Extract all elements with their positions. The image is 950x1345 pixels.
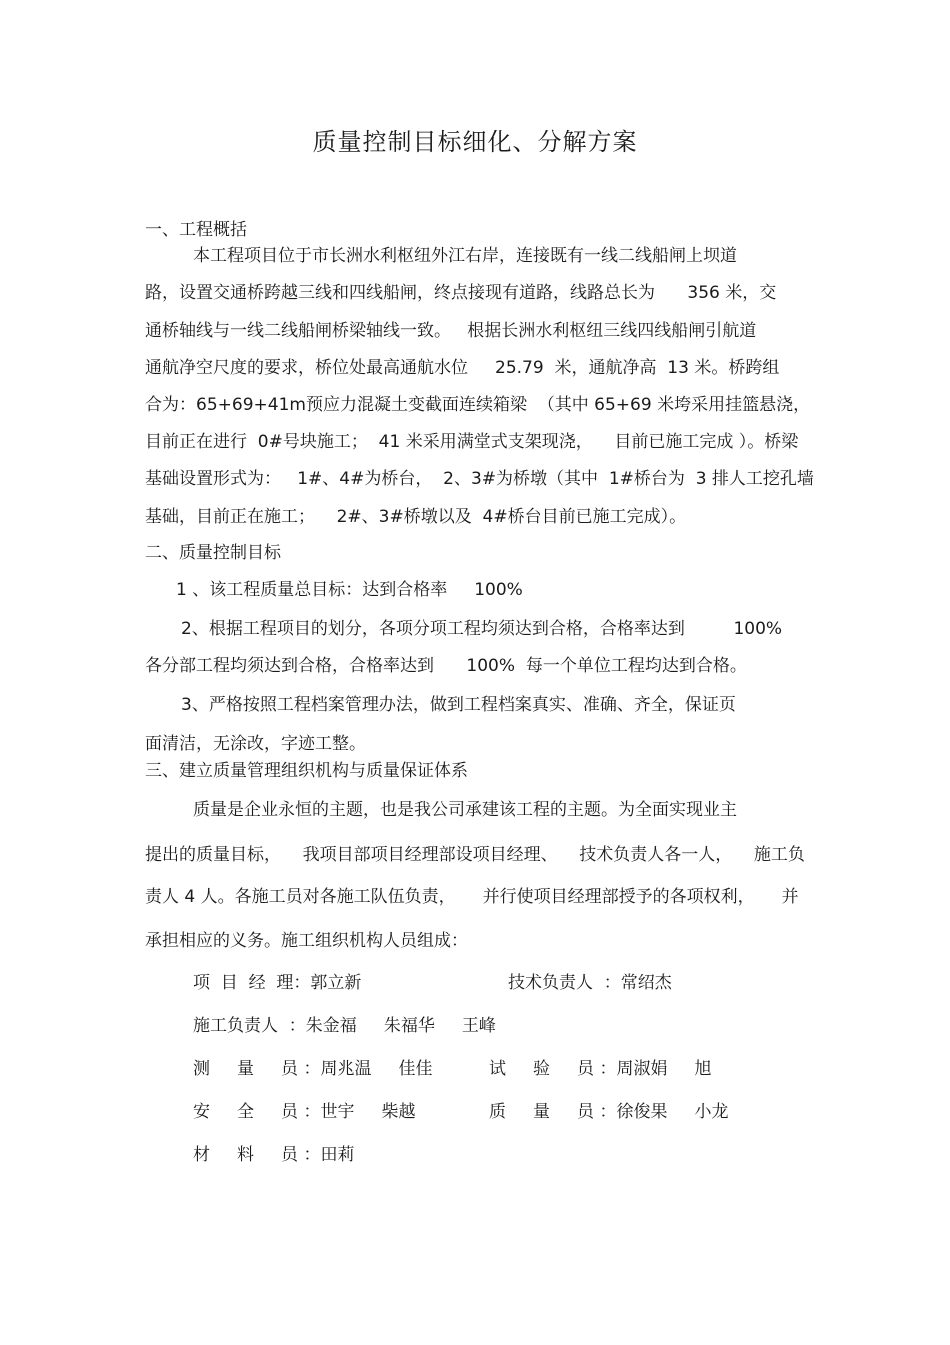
staff-technical-lead: 技术负责人 ：常绍杰 <box>508 973 672 993</box>
goal-item-3: 3、严格按照工程档案管理办法，做到工程档案真实、准确、齐全，保证页 <box>181 695 736 715</box>
paragraph-line: 承担相应的义务。施工组织机构人员组成： <box>145 931 468 951</box>
staff-project-manager: 项 目 经 理：郭立新 <box>193 973 362 993</box>
section-heading-3: 三、建立质量管理组织机构与质量保证体系 <box>145 761 468 781</box>
paragraph-line: 基础设置形式为： 1#、4#为桥台， 2、3#为桥墩（其中 1#桥台为 3 排人工挖孔墙 <box>145 469 814 489</box>
section-heading-1: 一、工程概括 <box>145 220 247 240</box>
paragraph-line: 提出的质量目标， 我项目部项目经理部设项目经理、 技术负责人各一人， 施工负 <box>145 845 805 865</box>
goal-item-2-cont: 各分部工程均须达到合格，合格率达到 100% 每一个单位工程均达到合格。 <box>145 656 747 676</box>
staff-surveyors: 测 量 员 ：周兆温 佳佳 <box>193 1059 433 1079</box>
paragraph-line: 本工程项目位于市长洲水利枢纽外江右岸，连接既有一线二线船闸上坝道 <box>193 246 737 266</box>
staff-quality: 质 量 员 ：徐俊果 小龙 <box>489 1102 729 1122</box>
paragraph-line: 路，设置交通桥跨越三线和四线船闸，终点接现有道路，线路总长为 356 米，交 <box>145 283 777 303</box>
paragraph-line: 责人 4 人。各施工员对各施工队伍负责， 并行使项目经理部授予的各项权利， 并 <box>145 887 799 907</box>
staff-testers: 试 验 员 ：周淑娟 旭 <box>489 1059 712 1079</box>
paragraph-line: 基础，目前正在施工； 2#、3#桥墩以及 4#桥台目前已施工完成）。 <box>145 507 687 527</box>
paragraph-line: 目前正在进行 0#号块施工； 41 米采用满堂式支架现浇， 目前已施工完成 ）。桥梁 <box>145 432 799 452</box>
goal-item-1: 1 、该工程质量总目标：达到合格率 100% <box>176 580 523 600</box>
paragraph-line: 通航净空尺度的要求，桥位处最高通航水位 25.79 米，通航净高 13 米。桥跨组 <box>145 358 780 378</box>
document-title: 质量控制目标细化、分解方案 <box>312 128 638 156</box>
section-heading-2: 二、质量控制目标 <box>145 543 281 563</box>
goal-item-2: 2、根据工程项目的划分，各项分项工程均须达到合格，合格率达到 100% <box>181 619 783 639</box>
paragraph-line: 合为：65+69+41m预应力混凝土变截面连续箱梁 （其中 65+69 米垮采用挂篮悬浇， <box>145 395 811 415</box>
paragraph-line: 质量是企业永恒的主题，也是我公司承建该工程的主题。为全面实现业主 <box>193 800 737 820</box>
paragraph-line: 通桥轴线与一线二线船闸桥梁轴线一致。 根据长洲水利枢纽三线四线船闸引航道 <box>145 321 757 341</box>
staff-safety: 安 全 员 ：世宇 柴越 <box>193 1102 416 1122</box>
staff-construction-leads: 施工负责人 ：朱金福 朱福华 王峰 <box>193 1016 496 1036</box>
staff-materials: 材 料 员 ：田莉 <box>193 1145 355 1165</box>
goal-item-3-cont: 面清洁，无涂改，字迹工整。 <box>145 734 366 754</box>
